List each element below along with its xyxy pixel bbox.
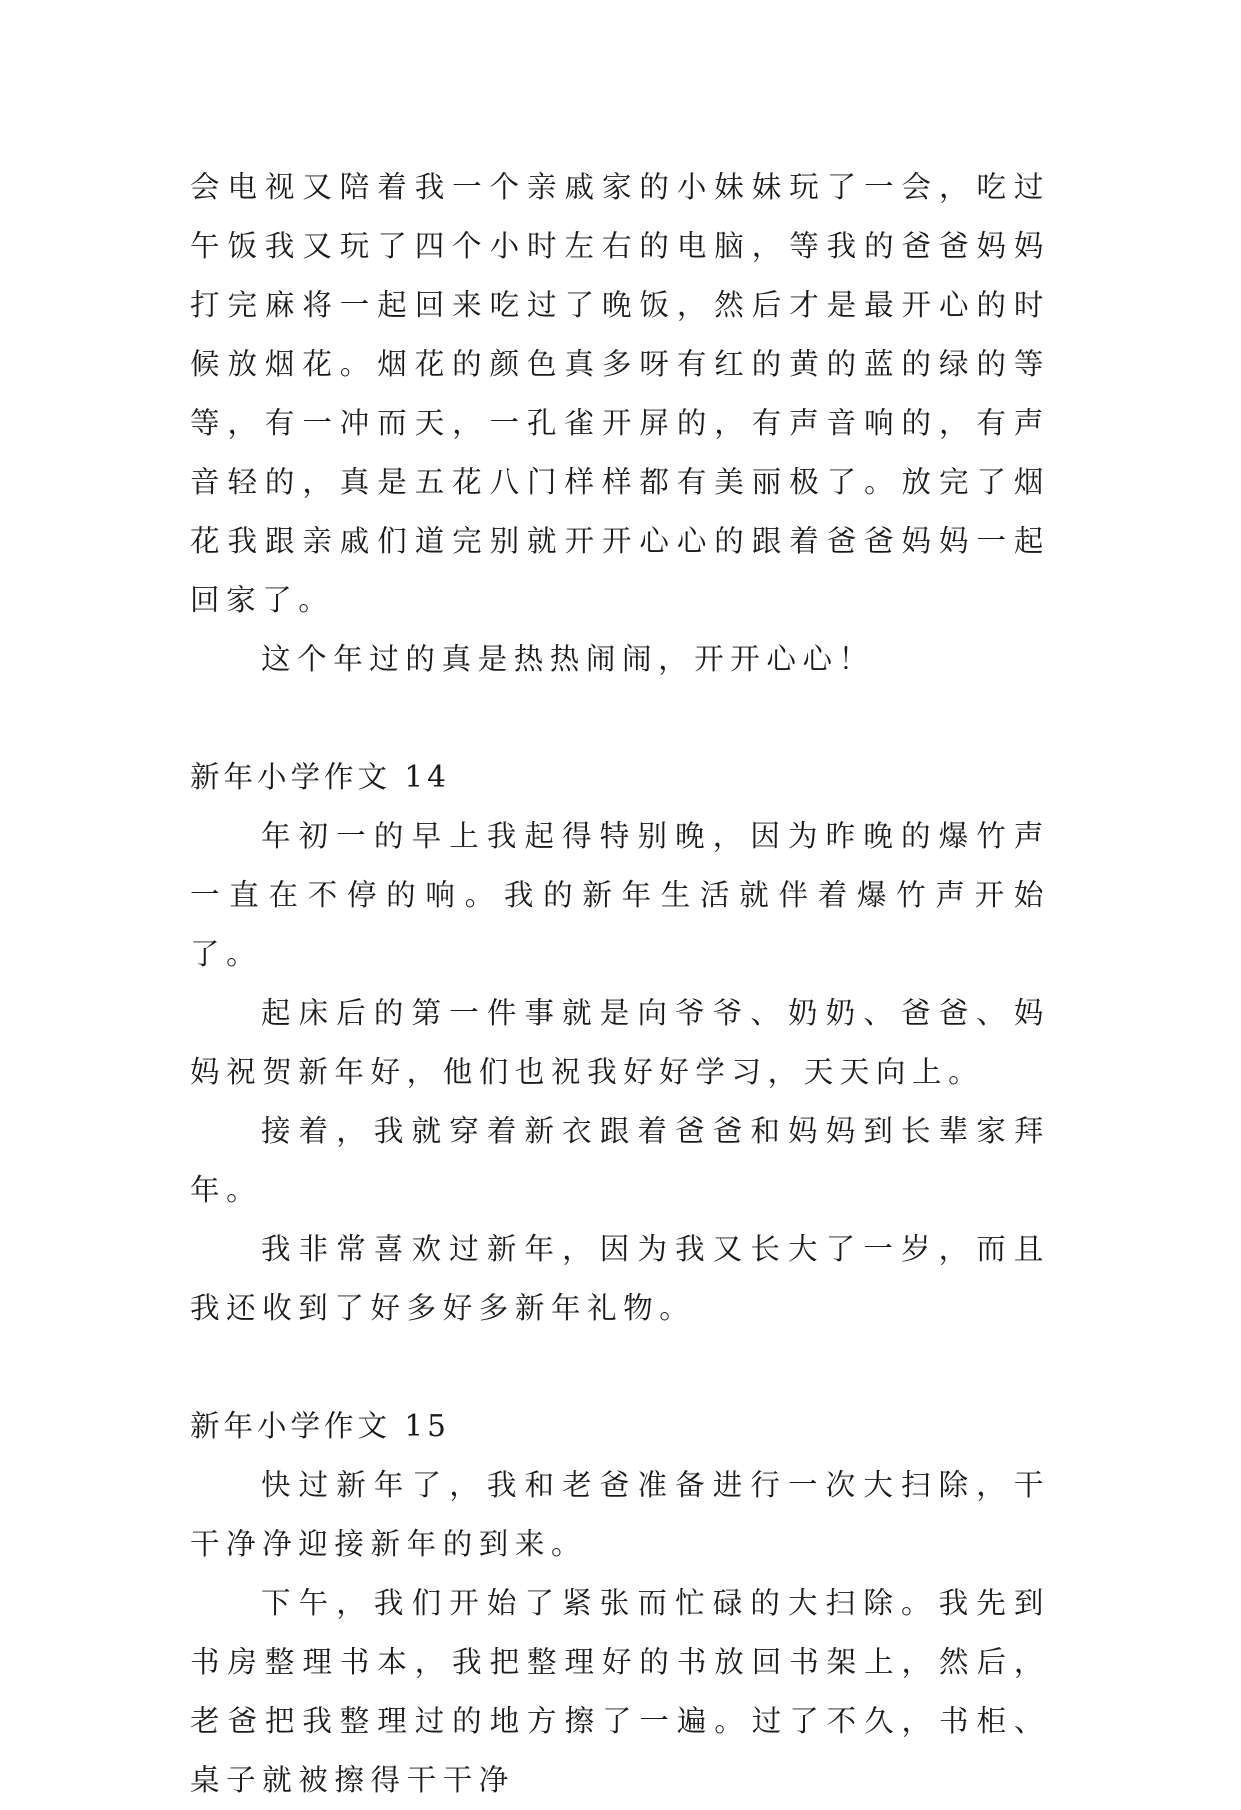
- paragraph: 接着，我就穿着新衣跟着爸爸和妈妈到长辈家拜年。: [190, 1114, 1050, 1207]
- paragraph-continued: 会电视又陪着我一个亲戚家的小妹妹玩了一会，吃过午饭我又玩了四个小时左右的电脑，等我的爸爸妈妈打完麻将一起回来吃过了晚饭，然后才是最开心的时候放烟花。烟花的颜色真多呀有红的黄的蓝的绿的等等，有一冲而天，一孔雀开屏的，有声音响的，有声音轻的，真是五花八门样样都有美丽极了。放完了烟花我跟亲戚们道完别就开开心心的跟着爸爸妈妈一起回家了。: [190, 170, 1050, 617]
- paragraph: 下午，我们开始了紧张而忙碌的大扫除。我先到书房整理书本，我把整理好的书放回书架上，然后，老爸把我整理过的地方擦了一遍。过了不久，书柜、桌子就被擦得干干净: [190, 1586, 1050, 1797]
- section-heading: 新年小学作文 15: [190, 1409, 450, 1443]
- section-heading: 新年小学作文 14: [190, 760, 450, 794]
- paragraph: 这个年过的真是热热闹闹，开开心心！: [261, 642, 875, 676]
- section-gap: [190, 689, 1050, 748]
- paragraph: 起床后的第一件事就是向爷爷、奶奶、爸爸、妈妈祝贺新年好，他们也祝我好好学习，天天向上。: [190, 996, 1050, 1089]
- paragraph: 快过新年了，我和老爸准备进行一次大扫除，干干净净迎接新年的到来。: [190, 1468, 1050, 1561]
- paragraph: 年初一的早上我起得特别晚，因为昨晚的爆竹声一直在不停的响。我的新年生活就伴着爆竹声开始了。: [190, 819, 1050, 971]
- paragraph: 我非常喜欢过新年，因为我又长大了一岁，而且我还收到了好多好多新年礼物。: [190, 1232, 1050, 1325]
- section-gap: [190, 1338, 1050, 1397]
- document-body: [190, 158, 1050, 1810]
